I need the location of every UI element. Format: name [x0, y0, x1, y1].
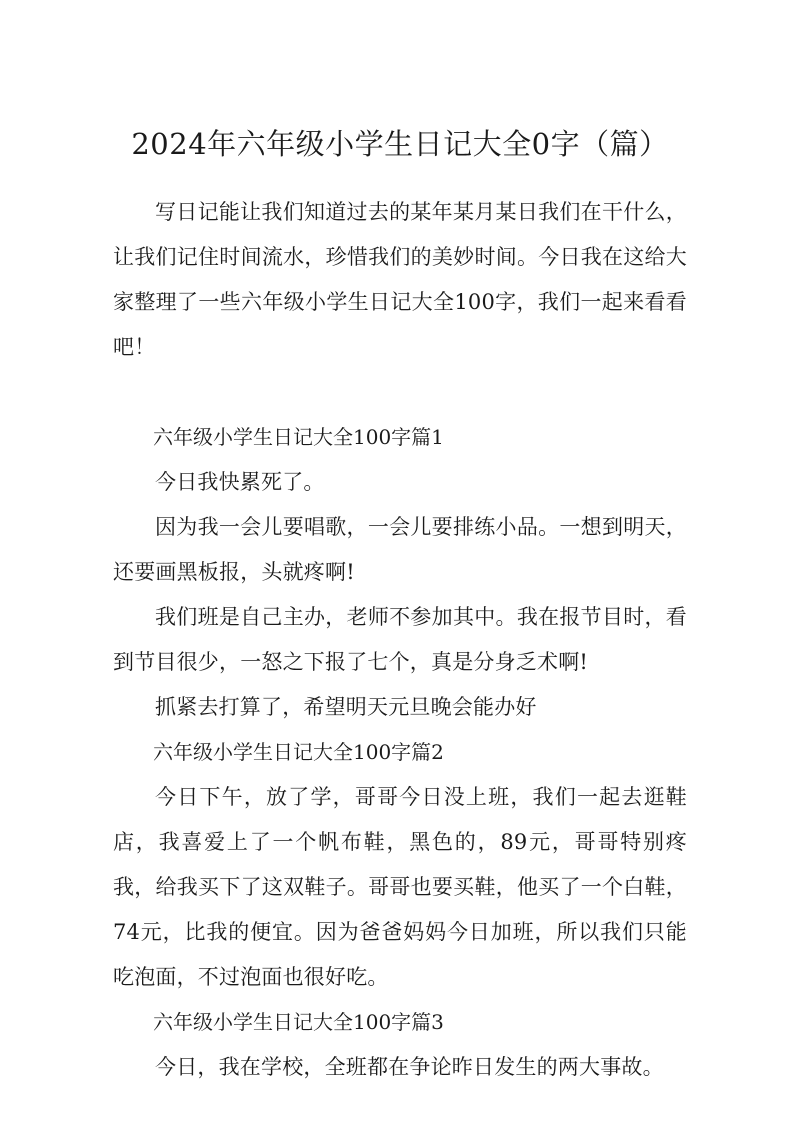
section-paragraph: 因为我一会儿要唱歌，一会儿要排练小品。一想到明天，还要画黑板报，头就疼啊!	[113, 515, 687, 584]
section-2	[113, 730, 687, 1000]
section-heading: 六年级小学生日记大全100字篇2	[153, 740, 444, 764]
section-heading: 六年级小学生日记大全100字篇3	[153, 1010, 444, 1034]
section-paragraph: 今日，我在学校，全班都在争论昨日发生的两大事故。	[155, 1055, 664, 1079]
section-paragraph: 今日下午，放了学，哥哥今日没上班，我们一起去逛鞋店，我喜爱上了一个帆布鞋，黑色的，89元，哥哥特别疼我，给我买下了这双鞋子。哥哥也要买鞋，他买了一个白鞋，74元，比我的便宜。因为爸爸妈妈今日加班，所以我们只能吃泡面，不过泡面也很好吃。	[113, 785, 687, 989]
section-3	[113, 1000, 687, 1090]
section-1	[113, 415, 687, 730]
section-heading: 六年级小学生日记大全100字篇1	[153, 425, 444, 449]
section-paragraph: 我们班是自己主办，老师不参加其中。我在报节目时，看到节目很少，一怒之下报了七个，真是分身乏术啊!	[113, 605, 687, 674]
intro-paragraph: 写日记能让我们知道过去的某年某月某日我们在干什么，让我们记住时间流水，珍惜我们的美妙时间。今日我在这给大家整理了一些六年级小学生日记大全100字，我们一起来看看吧！	[113, 200, 687, 359]
section-paragraph: 抓紧去打算了，希望明天元旦晚会能办好	[155, 695, 537, 719]
document-title: 2024年六年级小学生日记大全0字（篇）	[131, 127, 669, 161]
section-spacer	[113, 370, 687, 415]
document-body	[113, 190, 687, 1090]
section-paragraph: 今日我快累死了。	[155, 470, 325, 494]
